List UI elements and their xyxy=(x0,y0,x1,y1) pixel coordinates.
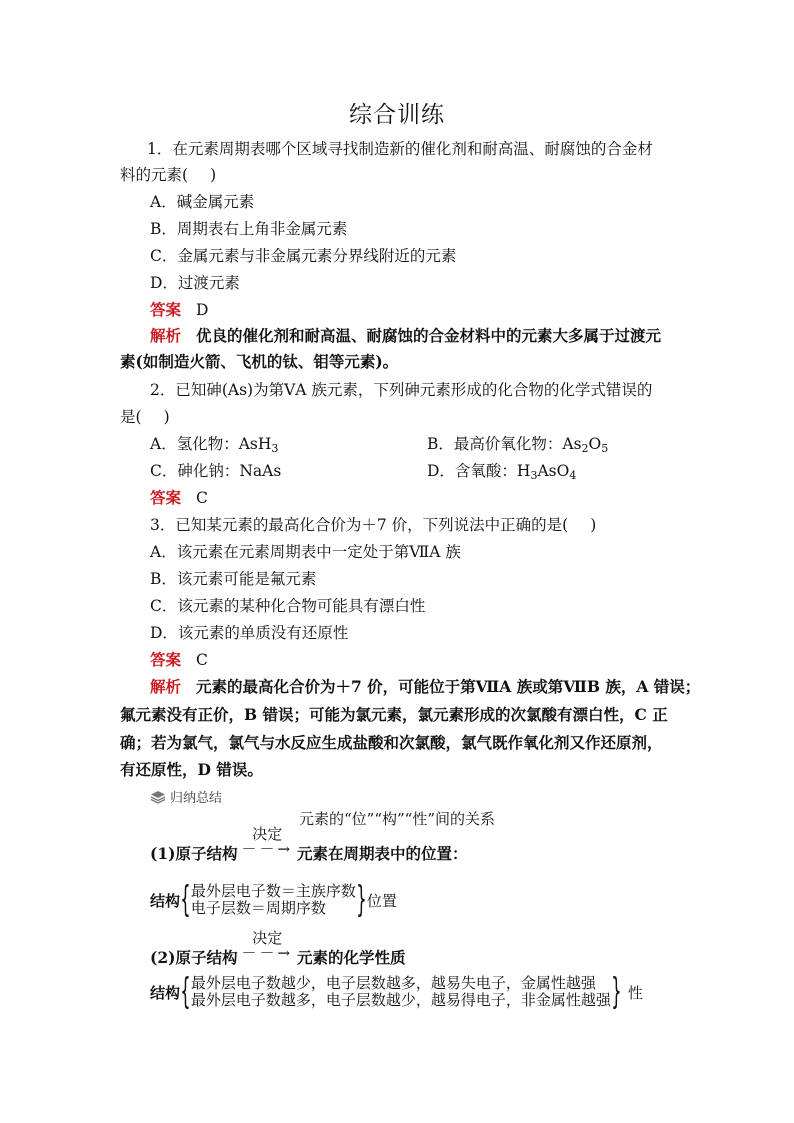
q3-analysis-line3: 确；若为氯气，氯气与水反应生成盐酸和次氯酸，氯气既作氧化剂又作还原剂， xyxy=(120,733,663,752)
summary-p1-arrow-label: 决定 xyxy=(252,825,283,843)
q3-answer-label: 答案 xyxy=(150,650,182,669)
q3-analysis-line4: 有还原性，D 错误。 xyxy=(120,760,263,779)
q1-stem-text: 料的元素( xyxy=(120,166,189,184)
summary-p1-rows xyxy=(191,883,356,917)
q2-option-b-sub1: 2 xyxy=(581,442,589,455)
summary-p2-row1: 最外层电子数越少，电子层数越多，越易失电子，金属性越强 xyxy=(190,974,596,992)
summary-p1-position: 位置 xyxy=(366,891,397,910)
q1-stem-line1: 1．在元素周期表哪个区域寻找制造新的催化剂和耐高温、耐腐蚀的合金材 xyxy=(147,140,653,158)
summary-p1-arrow xyxy=(241,826,293,856)
summary-p1-arrow-glyph: －－→ xyxy=(241,840,294,858)
q2-option-d-mid: AsO xyxy=(537,462,570,480)
q3-analysis-label: 解析 xyxy=(150,677,182,696)
summary-tag xyxy=(150,787,222,806)
q2-stem-line2 xyxy=(120,407,170,427)
page-title: 综合训练 xyxy=(349,102,445,128)
left-brace-icon: { xyxy=(180,879,191,920)
q1-option-a: A．碱金属元素 xyxy=(150,193,255,211)
summary-p2-arrow xyxy=(241,930,293,960)
q2-stem-paren: ) xyxy=(163,408,170,426)
q2-answer xyxy=(150,488,208,508)
q1-analysis-line1 xyxy=(150,326,661,346)
q2-option-a-sub: 3 xyxy=(271,442,279,455)
summary-p2-rows xyxy=(191,975,611,1009)
left-brace-icon: { xyxy=(180,971,191,1012)
q3-option-b: B．该元素可能是氟元素 xyxy=(150,570,317,588)
q2-answer-value: C xyxy=(195,489,208,507)
q2-stem-text: 是( xyxy=(120,408,142,426)
summary-p2-arrow-glyph: －－→ xyxy=(241,944,294,962)
q2-option-d-text: D．含氧酸：H xyxy=(427,462,531,480)
summary-p1-structure xyxy=(150,880,397,920)
q1-answer xyxy=(150,300,208,320)
q2-option-b xyxy=(427,434,608,459)
q2-option-b-mid: O xyxy=(588,435,602,453)
q1-answer-value: D xyxy=(195,301,209,319)
q3-option-d: D．该元素的单质没有还原性 xyxy=(150,624,349,642)
q1-stem-line2 xyxy=(120,165,216,185)
q3-stem-paren: ) xyxy=(590,516,597,534)
q1-option-c: C．金属元素与非金属元素分界线附近的元素 xyxy=(150,247,457,265)
summary-p1-row1: 最外层电子数＝主族序数 xyxy=(190,882,356,900)
q2-option-a xyxy=(150,434,278,459)
summary-point-1 xyxy=(150,825,468,864)
q1-answer-label: 答案 xyxy=(150,300,182,319)
q3-stem-text: 3．已知某元素的最高化合价为＋7 价，下列说法中正确的是( xyxy=(150,516,569,534)
summary-p2-struct-label: 结构 xyxy=(150,983,181,1002)
right-brace-icon: } xyxy=(356,879,367,920)
q3-analysis-text1: 元素的最高化合价为＋7 价，可能位于第ⅦA 族或第ⅦB 族，A 错误； xyxy=(195,677,701,696)
q1-option-b: B．周期表右上角非金属元素 xyxy=(150,220,348,238)
q1-stem-paren: ) xyxy=(210,166,217,184)
summary-p1-struct-label: 结构 xyxy=(150,891,181,910)
q1-analysis-label: 解析 xyxy=(150,326,182,345)
q3-answer-value: C xyxy=(195,651,208,669)
q2-option-a-text: A．氢化物：AsH xyxy=(150,435,272,453)
q3-analysis-line2: 氟元素没有正价，B 错误；可能为氯元素，氯元素形成的次氯酸有漂白性，C 正 xyxy=(120,705,668,724)
summary-p2-label: (2)原子结构 xyxy=(150,948,238,967)
q2-option-d-sub1: 3 xyxy=(530,469,538,482)
q2-option-b-text: B．最高价氧化物：As xyxy=(427,435,582,453)
q3-stem xyxy=(150,515,596,535)
summary-point-2 xyxy=(150,929,406,968)
summary-p2-row2: 最外层电子数越多，电子层数越少，越易得电子，非金属性越强 xyxy=(190,991,611,1009)
summary-heading: 元素的“位”“构”“性”间的关系 xyxy=(298,810,495,828)
q2-answer-label: 答案 xyxy=(150,488,182,507)
q2-option-d-sub2: 4 xyxy=(569,469,577,482)
q2-option-d xyxy=(427,461,576,486)
q3-option-a: A．该元素在元素周期表中一定处于第ⅦA 族 xyxy=(150,543,461,561)
summary-p1-result: 元素在周期表中的位置： xyxy=(297,844,468,863)
summary-p2-arrow-label: 决定 xyxy=(252,929,283,947)
layers-icon xyxy=(150,790,166,804)
q1-analysis-text1: 优良的催化剂和耐高温、耐腐蚀的合金材料中的元素大多属于过渡元 xyxy=(195,326,661,345)
summary-p2-result: 元素的化学性质 xyxy=(297,948,406,967)
q2-option-b-sub2: 5 xyxy=(601,442,609,455)
q2-stem-line1: 2．已知砷(As)为第ⅤA 族元素，下列砷元素形成的化合物的化学式错误的 xyxy=(150,381,653,399)
summary-p2-property: 性 xyxy=(627,983,643,1002)
q1-option-d: D．过渡元素 xyxy=(150,274,240,292)
summary-p1-label: (1)原子结构 xyxy=(150,844,238,863)
q3-analysis-line1 xyxy=(150,677,700,697)
q3-answer xyxy=(150,650,208,670)
right-brace-icon: } xyxy=(611,971,622,1012)
q1-analysis-line2: 素(如制造火箭、飞机的钛、钼等元素)。 xyxy=(120,352,399,371)
q2-option-c: C．砷化钠：NaAs xyxy=(150,462,282,480)
summary-p1-row2: 电子层数＝周期序数 xyxy=(190,899,326,917)
summary-p2-structure xyxy=(150,972,643,1012)
summary-tag-label: 归纳总结 xyxy=(170,791,223,806)
q3-option-c: C．该元素的某种化合物可能具有漂白性 xyxy=(150,597,426,615)
